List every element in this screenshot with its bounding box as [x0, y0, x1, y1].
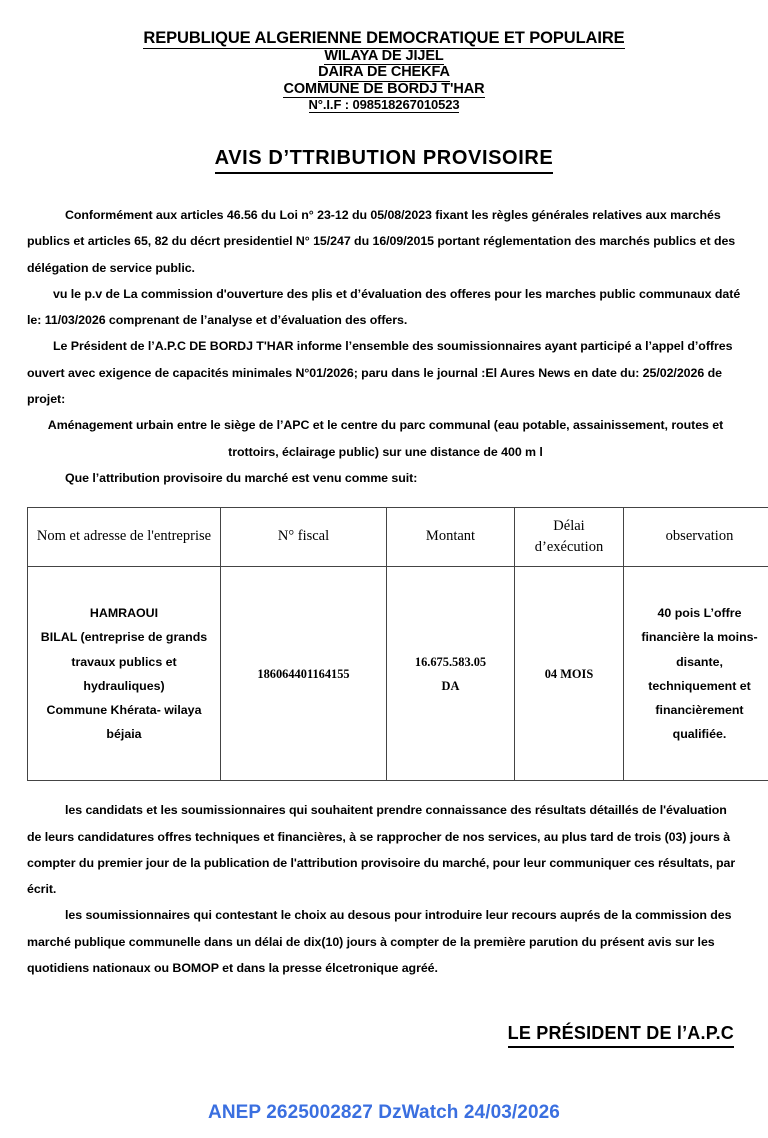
- document-body-after-table: [0, 797, 768, 981]
- observation-line: financièrement: [655, 702, 744, 717]
- anep-reference-text: ANEP 2625002827 DzWatch 24/03/2026: [208, 1102, 560, 1123]
- table-row: [28, 567, 768, 781]
- header-commune-text: COMMUNE DE BORDJ T'HAR: [283, 80, 485, 97]
- table-header-row: [28, 508, 768, 567]
- header-daira-text: DAIRA DE CHEKFA: [318, 64, 450, 80]
- header-republic-text: REPUBLIQUE ALGERIENNE DEMOCRATIQUE ET POPULAIRE: [143, 29, 625, 47]
- amount-line: DA: [441, 678, 460, 693]
- amount-line: 16.675.583.05: [414, 654, 487, 669]
- paragraph-commission-pv: vu le p.v de La commission d'ouverture des plis et d’évaluation des offeres pour les marches public communaux daté le: 11/03/2026 comprenant de l’analyse et d’évaluation des offers.: [27, 286, 741, 328]
- header-republic: [0, 30, 768, 49]
- header-nif-text: N°.I.F : 098518267010523: [308, 97, 460, 112]
- award-table: [27, 507, 768, 781]
- company-line: BILAL (entreprise de grands: [40, 630, 208, 645]
- observation-line: 40 pois L’offre: [657, 606, 742, 621]
- header-wilaya-text: WILAYA DE JIJEL: [324, 47, 444, 64]
- column-header-amount: Montant: [387, 508, 515, 567]
- award-table-body: [28, 567, 768, 781]
- document-body: [0, 202, 768, 491]
- company-line: HAMRAOUI: [89, 606, 159, 621]
- cell-fiscal-number: 186064401164155: [221, 567, 387, 781]
- page-title: [0, 147, 768, 174]
- company-line: Commune Khérata- wilaya: [46, 702, 202, 717]
- document-header: [0, 0, 768, 113]
- cell-company-name: [28, 567, 221, 781]
- paragraph-legal-basis: Conformément aux articles 46.56 du Loi n° 23-12 du 05/08/2023 fixant les règles générales relatives aux marchés publics et articles 65, 82 du décrt presidentiel N° 15/247 du 16/09/2015 portant réglementation des marchés publics et des délégation de service public.: [27, 208, 736, 275]
- header-wilaya: [0, 49, 768, 66]
- header-nif: [0, 98, 768, 113]
- page-title-text: AVIS D’TTRIBUTION PROVISOIRE: [215, 147, 554, 174]
- company-line: travaux publics et: [71, 654, 177, 669]
- column-header-duration: Délai d’exécution: [515, 508, 624, 567]
- signature-text: LE PRÉSIDENT DE l’A.P.C: [508, 1023, 734, 1048]
- observation-line: qualifiée.: [672, 727, 727, 742]
- company-line: béjaia: [106, 727, 142, 742]
- header-commune: [0, 82, 768, 99]
- paragraph-candidates-info: les candidats et les soumissionnaires qui souhaitent prendre connaissance des résultats détaillés de l'évaluation de leurs candidatures offres techniques et financières, à se rapprocher de nos services, au plus tard de trois (03) jours à compter du premier jour de la publication de l'attribution provisoire du marché, pour leur communiquer ces résultats, par écrit.: [27, 803, 736, 897]
- signature-block: [0, 1023, 768, 1048]
- cell-amount: [387, 567, 515, 781]
- paragraph-appeal-info: les soumissionnaires qui contestant le choix au desous pour introduire leur recours auprés de la commission des marché publique communelle dans un délai de dix(10) jours à compter de la première parution du présent avis sur les quotidiens nationaux ou BOMOP et dans la presse élcetronique agréé.: [27, 908, 732, 976]
- column-header-fiscal: N° fiscal: [221, 508, 387, 567]
- observation-line: techniquement et: [648, 678, 751, 693]
- company-line: hydrauliques): [83, 678, 165, 693]
- column-header-company: Nom et adresse de l'entreprise: [28, 508, 221, 567]
- observation-line: disante,: [676, 654, 723, 669]
- paragraph-award-intro: Que l’attribution provisoire du marché est venu comme suit:: [65, 470, 418, 485]
- header-daira: [0, 65, 768, 82]
- paragraph-president-notice: Le Président de l’A.P.C DE BORDJ T'HAR informe l’ensemble des soumissionnaires ayant participé a l’appel d’offres ouvert avec exigence de capacités minimales N°01/2026; paru dans le journal :El Aures News en date du: 25/02/2026 de projet:: [27, 339, 733, 407]
- observation-line: financière la moins-: [641, 630, 758, 645]
- cell-observation: [624, 567, 768, 781]
- award-table-head: [28, 508, 768, 567]
- anep-footer: [0, 1102, 768, 1124]
- award-table-wrapper: [0, 507, 768, 781]
- column-header-observation: observation: [624, 508, 768, 567]
- paragraph-project-description: Aménagement urbain entre le siège de l’APC et le centre du parc communal (eau potable, assainissement, routes et trottoirs, éclairage public) sur une distance de 400 m l: [47, 418, 724, 459]
- cell-duration: 04 MOIS: [515, 567, 624, 781]
